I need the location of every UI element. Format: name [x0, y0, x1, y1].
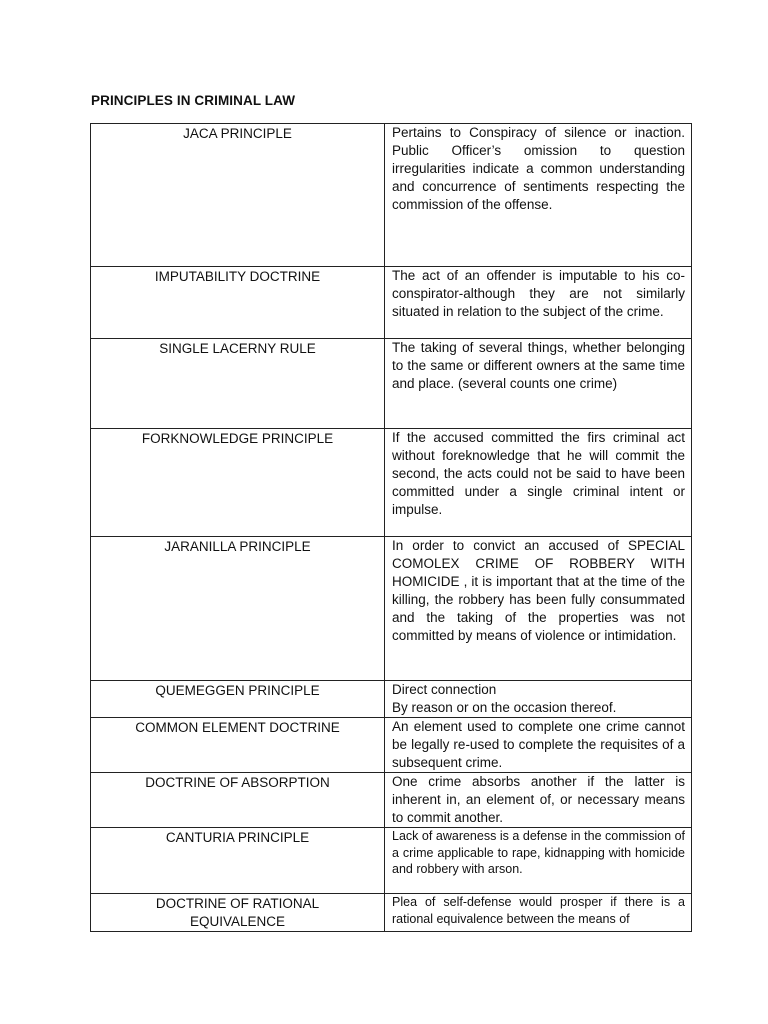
term-cell	[91, 339, 385, 429]
definition-text: The act of an offender is imputable to his co-conspirator-although they are not similarly situated in relation to the subject of the crime.	[392, 268, 685, 319]
table-row	[91, 894, 692, 932]
table-row	[91, 537, 692, 681]
term-label: COMMON ELEMENT DOCTRINE	[135, 720, 340, 735]
table-row	[91, 339, 692, 429]
table-row	[91, 267, 692, 339]
definition-cell	[385, 537, 692, 681]
definition-text: The taking of several things, whether belonging to the same or different owners at the same time and place. (several counts one crime)	[392, 340, 685, 391]
term-cell	[91, 124, 385, 267]
definition-cell	[385, 718, 692, 773]
definition-text: If the accused committed the firs criminal act without foreknowledge that he will commit the second, the acts could not be said to have been committed under a single criminal intent or impulse.	[392, 430, 685, 517]
table-row	[91, 124, 692, 267]
definition-cell	[385, 681, 692, 718]
definition-cell	[385, 124, 692, 267]
term-cell	[91, 773, 385, 828]
definition-text: One crime absorbs another if the latter is inherent in, an element of, or necessary means to commit another.	[392, 774, 685, 825]
table-row	[91, 681, 692, 718]
definition-cell	[385, 339, 692, 429]
definition-text: An element used to complete one crime cannot be legally re-used to complete the requisites of a subsequent crime.	[392, 719, 685, 770]
definition-cell	[385, 267, 692, 339]
definition-line: Direct connection	[392, 682, 497, 697]
term-label: JARANILLA PRINCIPLE	[164, 539, 311, 554]
table-row	[91, 773, 692, 828]
definition-cell	[385, 429, 692, 537]
definition-cell	[385, 773, 692, 828]
definition-text: In order to convict an accused of SPECIAL COMOLEX CRIME OF ROBBERY WITH HOMICIDE , it is important that at the time of the killing, the robbery has been fully consummated and the taking of the properties was not committed by means of violence or intimidation.	[392, 538, 685, 643]
term-label-line: DOCTRINE OF RATIONAL	[155, 896, 320, 911]
term-cell	[91, 894, 385, 932]
term-label: QUEMEGGEN PRINCIPLE	[155, 683, 320, 698]
definition-text: Lack of awareness is a defense in the commission of a crime applicable to rape, kidnapping with homicide and robbery with arson.	[392, 829, 685, 876]
term-cell	[91, 681, 385, 718]
definition-cell	[385, 828, 692, 894]
term-label: CANTURIA PRINCIPLE	[165, 830, 310, 845]
term-label: FORKNOWLEDGE PRINCIPLE	[141, 431, 334, 446]
table-row	[91, 429, 692, 537]
table-row	[91, 828, 692, 894]
term-label-line: EQUIVALENCE	[189, 914, 286, 929]
term-label: DOCTRINE OF ABSORPTION	[145, 775, 330, 790]
definition-line: By reason or on the occasion thereof.	[392, 700, 617, 715]
term-label: IMPUTABILITY DOCTRINE	[154, 269, 321, 284]
term-label: SINGLE LACERNY RULE	[159, 341, 316, 356]
document-title: PRINCIPLES IN CRIMINAL LAW	[91, 93, 296, 108]
term-cell	[91, 267, 385, 339]
principles-table	[90, 123, 692, 932]
definition-cell	[385, 894, 692, 932]
definition-text: Plea of self-defense would prosper if there is a rational equivalence between the means of	[392, 895, 685, 926]
table-row	[91, 718, 692, 773]
term-cell	[91, 828, 385, 894]
term-cell	[91, 429, 385, 537]
term-cell	[91, 718, 385, 773]
term-cell	[91, 537, 385, 681]
definition-text: Pertains to Conspiracy of silence or inaction. Public Officer’s omission to question irregularities indicate a common understanding and concurrence of sentiments respecting the commission of the offense.	[392, 125, 685, 212]
term-label: JACA PRINCIPLE	[183, 126, 292, 141]
